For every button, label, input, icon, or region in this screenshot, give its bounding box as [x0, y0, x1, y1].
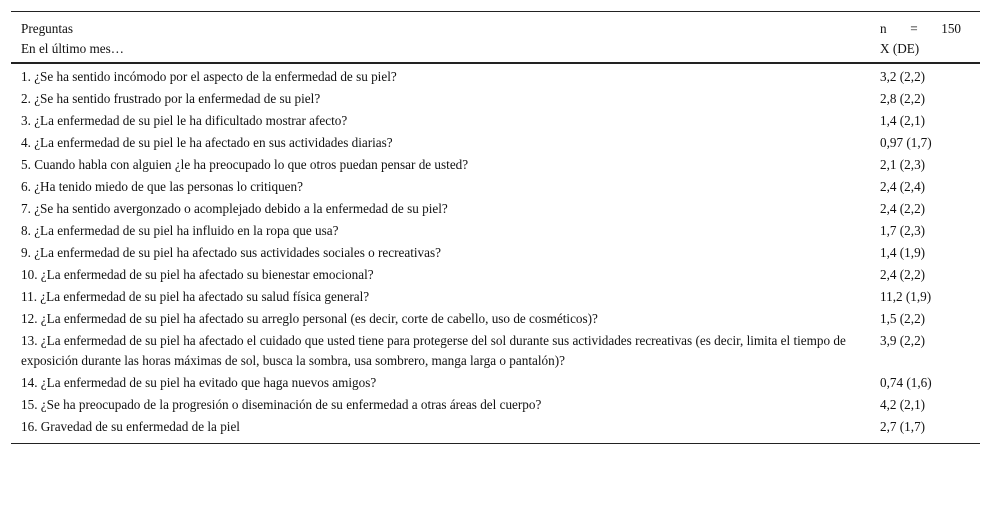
question-cell: 2. ¿Se ha sentido frustrado por la enfermedad de su piel? — [21, 91, 321, 106]
value-text: 1,4 (2,1) — [880, 113, 926, 128]
value-text: 11,2 (1,9) — [880, 289, 932, 304]
value-cell — [880, 264, 980, 286]
header-question-subtitle: En el último mes… — [21, 41, 124, 56]
question-cell: 5. Cuando habla con alguien ¿le ha preocupado lo que otros puedan pensar de usted? — [21, 157, 469, 172]
question-cell: 10. ¿La enfermedad de su piel ha afectado su bienestar emocional? — [21, 267, 374, 282]
question-cell: 3. ¿La enfermedad de su piel le ha dificultado mostrar afecto? — [21, 113, 348, 128]
header-n-label: n — [880, 21, 887, 36]
value-text: 0,97 (1,7) — [880, 135, 932, 150]
table-body — [11, 64, 980, 443]
table-row — [11, 242, 980, 264]
table-row — [11, 372, 980, 394]
question-cell: 15. ¿Se ha preocupado de la progresión o diseminación de su enfermedad a otras áreas del cuerpo? — [21, 397, 542, 412]
table-row — [11, 110, 980, 132]
table-row — [11, 416, 980, 438]
header-stat-label: X (DE) — [880, 41, 920, 56]
header-question-title: Preguntas — [21, 21, 74, 36]
header-values-cell — [880, 19, 980, 62]
value-text: 1,5 (2,2) — [880, 311, 926, 326]
value-text: 2,4 (2,2) — [880, 201, 926, 216]
value-cell — [880, 372, 980, 394]
question-cell: 11. ¿La enfermedad de su piel ha afectado su salud física general? — [21, 289, 370, 304]
value-text: 2,4 (2,2) — [880, 267, 926, 282]
table-row — [11, 132, 980, 154]
value-cell — [880, 220, 980, 242]
value-text: 2,1 (2,3) — [880, 157, 926, 172]
table-row — [11, 176, 980, 198]
table-row — [11, 286, 980, 308]
table-row — [11, 220, 980, 242]
question-cell: 7. ¿Se ha sentido avergonzado o acomplejado debido a la enfermedad de su piel? — [21, 201, 448, 216]
question-cell: 6. ¿Ha tenido miedo de que las personas lo critiquen? — [21, 179, 303, 194]
value-text: 2,8 (2,2) — [880, 91, 926, 106]
value-text: 3,9 (2,2) — [880, 333, 926, 348]
value-text: 0,74 (1,6) — [880, 375, 932, 390]
table-row — [11, 308, 980, 330]
header-n-equals: = — [910, 21, 918, 36]
results-table — [11, 11, 980, 444]
value-cell — [880, 110, 980, 132]
table-row — [11, 154, 980, 176]
table-row — [11, 88, 980, 110]
value-text: 3,2 (2,2) — [880, 69, 926, 84]
table-row — [11, 330, 980, 372]
question-cell: 16. Gravedad de su enfermedad de la piel — [21, 419, 240, 434]
value-text: 4,2 (2,1) — [880, 397, 926, 412]
value-text: 2,7 (1,7) — [880, 419, 926, 434]
header-n-value: 150 — [941, 21, 961, 36]
question-cell: 1. ¿Se ha sentido incómodo por el aspecto de la enfermedad de su piel? — [21, 69, 397, 84]
table-bottom-rule — [11, 443, 980, 444]
table-row — [11, 66, 980, 88]
question-cell: 4. ¿La enfermedad de su piel le ha afectado en sus actividades diarias? — [21, 135, 393, 150]
value-cell — [880, 176, 980, 198]
question-cell: 8. ¿La enfermedad de su piel ha influido en la ropa que usa? — [21, 223, 339, 238]
table-row — [11, 198, 980, 220]
value-cell — [880, 286, 980, 308]
table-header — [11, 12, 980, 62]
value-cell — [880, 308, 980, 330]
question-cell: 13. ¿La enfermedad de su piel ha afectado el cuidado que usted tiene para protegerse del sol durante sus actividades recreativas (es decir, limita el tiempo de exposición durante las horas máximas de sol, busca la sombra, usa sombrero, manga larga o pantalón)? — [21, 333, 846, 368]
table-row — [11, 394, 980, 416]
header-n-line — [880, 19, 961, 39]
value-cell — [880, 242, 980, 264]
value-cell — [880, 330, 980, 372]
value-cell — [880, 416, 980, 438]
value-text: 2,4 (2,4) — [880, 179, 926, 194]
header-questions-cell — [11, 19, 880, 62]
value-text: 1,4 (1,9) — [880, 245, 926, 260]
question-cell: 14. ¿La enfermedad de su piel ha evitado que haga nuevos amigos? — [21, 375, 377, 390]
question-cell: 12. ¿La enfermedad de su piel ha afectado su arreglo personal (es decir, corte de cabello, uso de cosméticos)? — [21, 311, 598, 326]
value-cell — [880, 66, 980, 88]
table-row — [11, 264, 980, 286]
value-cell — [880, 198, 980, 220]
value-cell — [880, 88, 980, 110]
value-cell — [880, 394, 980, 416]
value-cell — [880, 154, 980, 176]
value-text: 1,7 (2,3) — [880, 223, 926, 238]
value-cell — [880, 132, 980, 154]
question-cell: 9. ¿La enfermedad de su piel ha afectado sus actividades sociales o recreativas? — [21, 245, 441, 260]
